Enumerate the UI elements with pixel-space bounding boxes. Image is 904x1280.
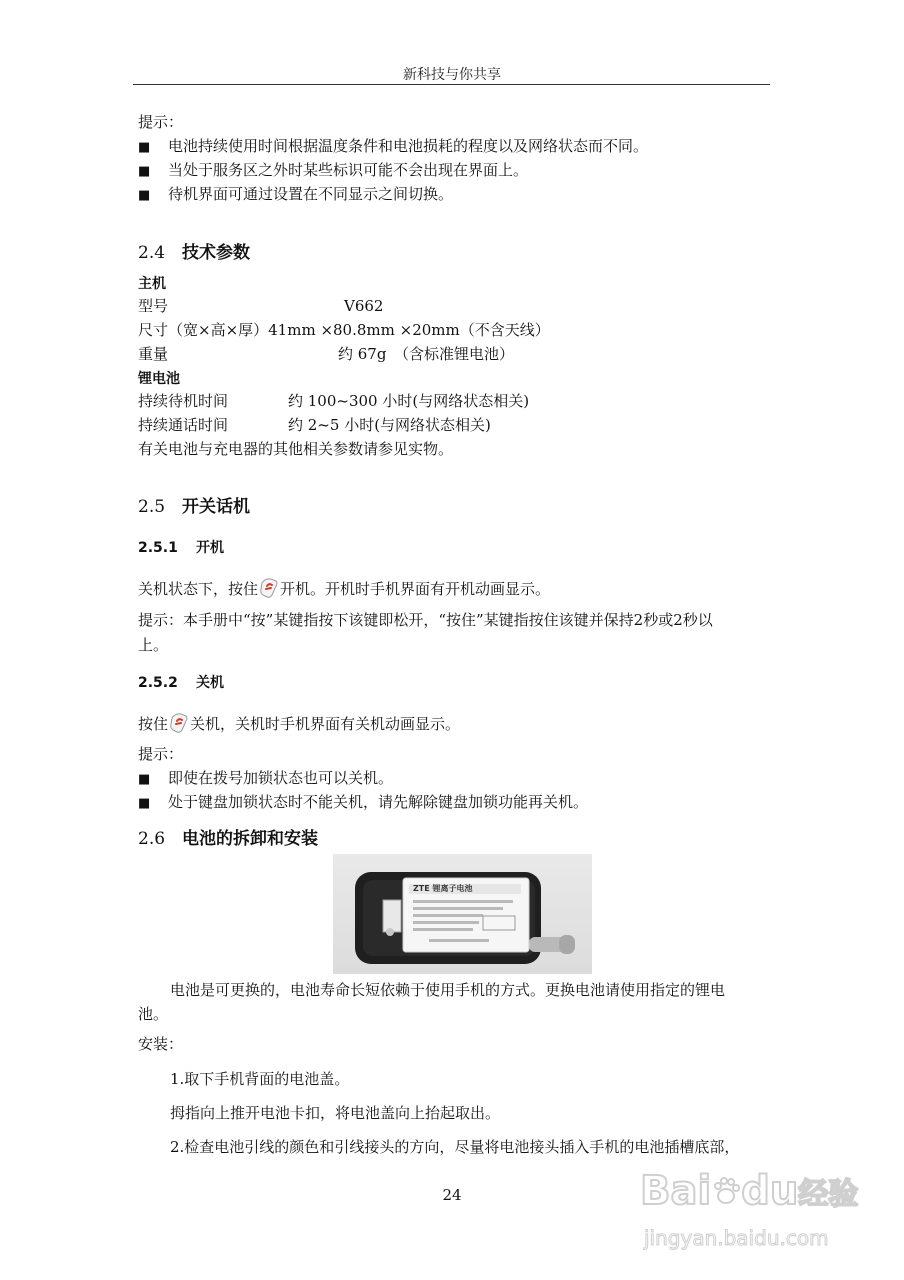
power-on-text-before: 关机状态下，按住 [138, 580, 259, 598]
subsection-heading-2-5-1 [138, 537, 224, 557]
model-value: V662 [344, 297, 384, 315]
battery-photo [333, 854, 592, 974]
power-key-icon [169, 712, 189, 734]
subsection-title: 关机 [196, 675, 224, 691]
list-item [138, 792, 588, 814]
bullet-text: 即使在拨号加锁状态也可以关机。 [168, 769, 394, 787]
bullet-icon: ■ [138, 140, 151, 155]
section-heading-2-6 [138, 828, 318, 850]
install-step-1: 1.取下手机背面的电池盖。 [170, 1070, 350, 1088]
subsection-number: 2.5.1 [138, 540, 178, 556]
battery-label-text: ZTE 锂离子电池 [413, 884, 473, 893]
bullet-text: 待机界面可通过设置在不同显示之间切换。 [168, 185, 454, 203]
battery-paragraph-line-1: 电池是可更换的，电池寿命长短依赖于使用手机的方式。更换电池请使用指定的锂电 [170, 981, 726, 999]
standby-label: 持续待机时间 [138, 392, 229, 410]
section-title: 技术参数 [182, 243, 250, 263]
power-off-text-after: 关机，关机时手机界面有关机动画显示。 [190, 715, 461, 733]
page-header: 新科技与你共享 [403, 67, 501, 83]
header-rule [133, 84, 770, 85]
bullet-text: 处于键盘加锁状态时不能关机，请先解除键盘加锁功能再关机。 [168, 793, 589, 811]
press-tip-line-2: 上。 [138, 636, 169, 654]
bullet-icon: ■ [138, 796, 151, 811]
section-number: 2.6 [138, 829, 166, 849]
section-title: 电池的拆卸和安装 [182, 829, 318, 849]
subsection-heading-2-5-2 [138, 672, 224, 692]
power-key-icon [259, 577, 279, 599]
bullet-text: 电池持续使用时间根据温度条件和电池损耗的程度以及网络状态而不同。 [168, 137, 649, 155]
section-heading-2-4 [138, 242, 250, 264]
section-number: 2.5 [138, 497, 166, 517]
subsection-number: 2.5.2 [138, 675, 178, 691]
install-step-1-detail: 拇指向上推开电池卡扣，将电池盖向上抬起取出。 [170, 1104, 501, 1122]
press-tip-line-1: 提示：本手册中“按”某键指按下该键即松开，“按住”某键指按住该键并保持2秒或2秒以 [138, 611, 713, 629]
install-step-2: 2.检查电池引线的颜色和引线接头的方向，尽量将电池接头插入手机的电池插槽底部， [170, 1138, 740, 1156]
paw-icon [711, 1170, 741, 1200]
talk-label: 持续通话时间 [138, 416, 229, 434]
page-number: 24 [442, 1186, 462, 1204]
watermark-url: jingyan.baidu.com [644, 1226, 829, 1250]
size-line: 尺寸（宽×高×厚）41mm ×80.8mm ×20mm（不含天线） [138, 321, 550, 339]
power-on-line [138, 577, 550, 599]
tip-label: 提示： [138, 113, 184, 131]
section-heading-2-5 [138, 496, 250, 518]
weight-value: 约 67g （含标准锂电池） [338, 345, 514, 363]
tip-label: 提示： [138, 745, 184, 763]
power-off-text-before: 按住 [138, 715, 169, 733]
subheading-main: 主机 [138, 276, 166, 292]
standby-value: 约 100~300 小时(与网络状态相关) [288, 392, 530, 410]
talk-value: 约 2~5 小时(与网络状态相关) [288, 416, 491, 434]
subsection-title: 开机 [196, 540, 224, 556]
subheading-battery: 锂电池 [138, 371, 180, 387]
bullet-icon: ■ [138, 164, 151, 179]
bullet-icon: ■ [138, 772, 151, 787]
section-title: 开关话机 [182, 497, 250, 517]
bullet-text: 当处于服务区之外时某些标识可能不会出现在界面上。 [168, 161, 529, 179]
battery-note: 有关电池与充电器的其他相关参数请参见实物。 [138, 440, 454, 458]
model-label: 型号 [138, 297, 169, 315]
install-label: 安装： [138, 1035, 184, 1053]
list-item [138, 768, 393, 790]
battery-paragraph-line-2: 池。 [138, 1005, 169, 1023]
bullet-icon: ■ [138, 188, 151, 203]
list-item [138, 184, 453, 206]
power-on-text-after: 开机。开机时手机界面有开机动画显示。 [280, 580, 551, 598]
power-off-line [138, 712, 460, 734]
weight-label: 重量 [138, 345, 169, 363]
list-item [138, 136, 648, 158]
watermark-brand: Bai du经验 [640, 1168, 859, 1214]
watermark [640, 1160, 880, 1260]
section-number: 2.4 [138, 243, 166, 263]
list-item [138, 160, 528, 182]
